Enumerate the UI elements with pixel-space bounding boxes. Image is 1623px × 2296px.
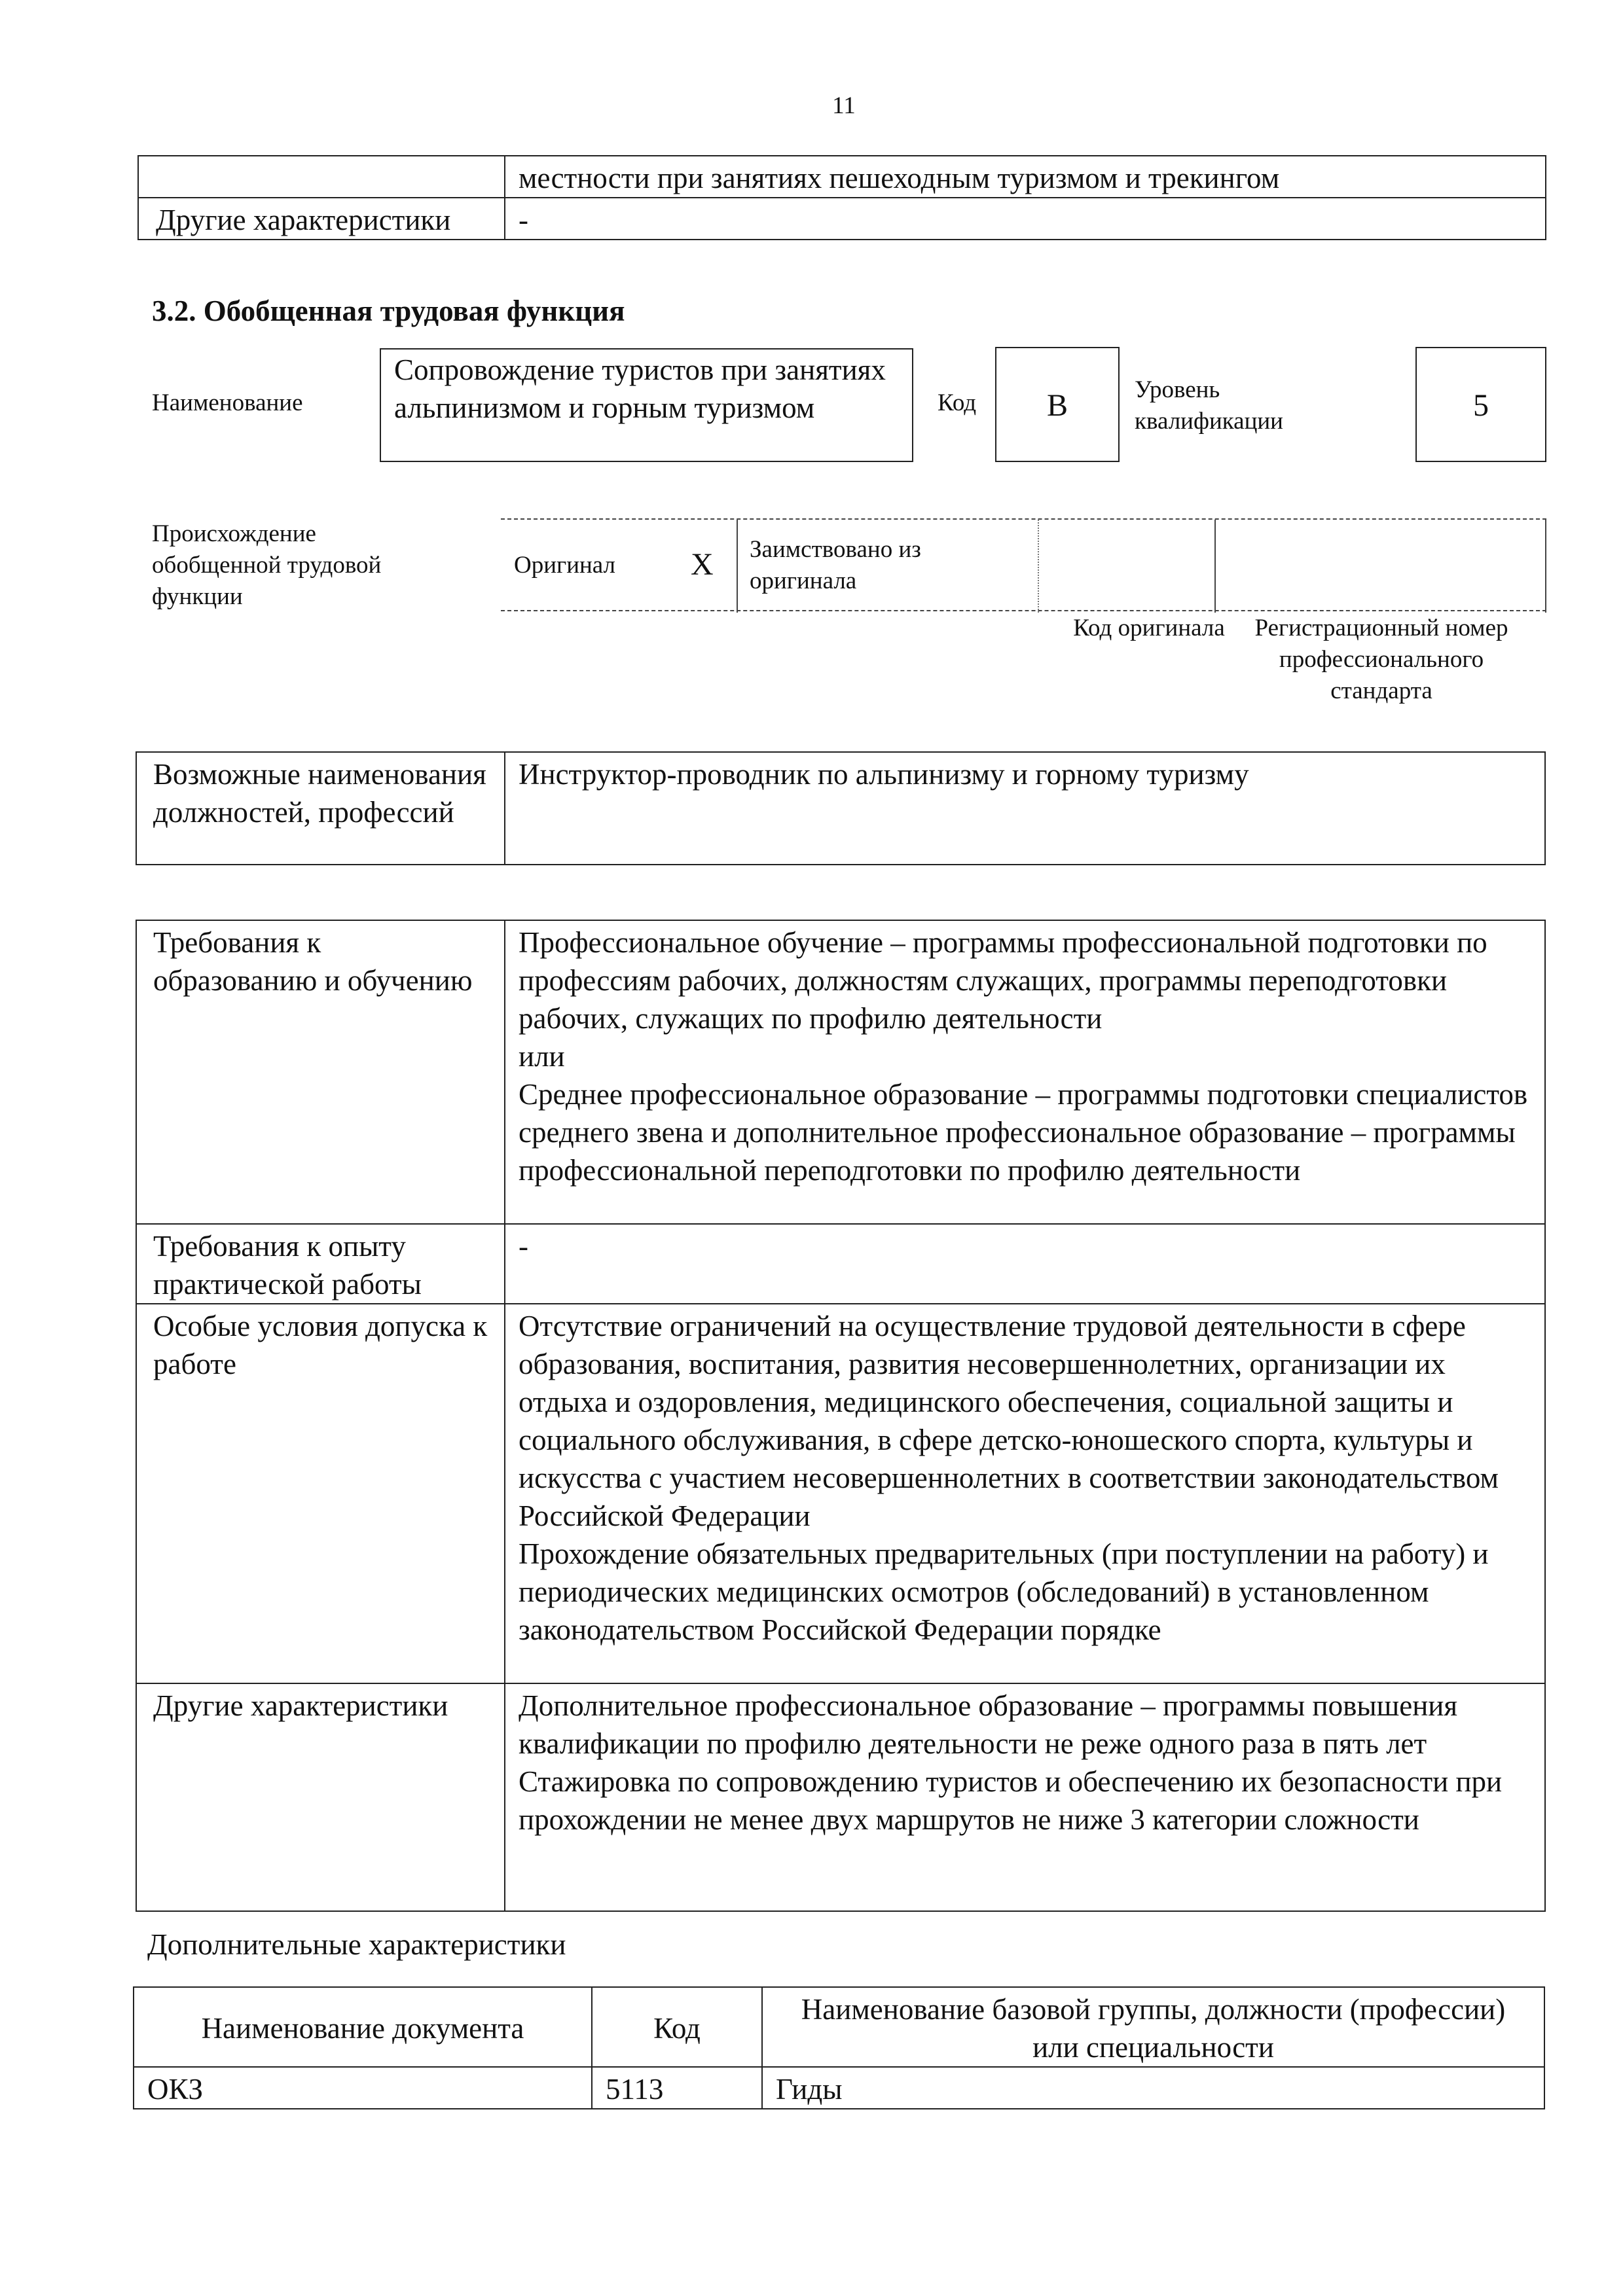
other-characteristics-label: Другие характеристики [138,198,505,240]
column-header: Код [592,1987,762,2067]
name-value-box [380,348,913,462]
positions-value: Инструктор-проводник по альпинизму и горному туризму [505,752,1545,865]
qualification-level-label: Уровень квалификации [1135,376,1283,435]
origin-table [501,518,1546,611]
code-label: Код [938,389,977,416]
top-continuation-table [137,155,1546,240]
requirement-label: Требования к образованию и обучению [136,920,505,1224]
code-value: B [1046,388,1068,423]
requirement-value: Отсутствие ограничений на осуществление трудовой деятельности в сфере образования, воспитания, развития несовершеннолетних, организации их отдыха и оздоровления, медицинского обеспечения, социальной защиты и социального обслуживания, в сфере детско-юношеского спорта, культуры и искусства с участием несовершеннолетних в соответствии законодательством Российской Федерации Прохождение обязательных предварительных (при поступлении на работу) и периодических медицинских осмотров (обследований) в установленном законодательством Российской Федерации порядке [505,1304,1545,1683]
original-code-caption: Код оригинала [1073,615,1225,641]
registration-number-caption: Регистрационный номер профессионального стандарта [1254,615,1508,704]
table-header-row [134,1987,1544,2067]
section-title: 3.2. Обобщенная трудовая функция [152,295,625,327]
positions-table [136,751,1546,865]
positions-label: Возможные наименования должностей, профессий [136,752,505,865]
table-row [136,1304,1545,1683]
empty-cell [138,156,505,198]
original-mark: X [691,547,714,582]
page-number: 11 [832,92,856,119]
requirement-value: - [505,1224,1545,1304]
additional-characteristics-table [133,1986,1545,2109]
table-row [134,2067,1544,2109]
requirements-table [136,920,1546,1912]
requirement-value: Дополнительное профессиональное образование – программы повышения квалификации по профилю деятельности не реже одного раза в пять лет Стажировка по сопровождению туристов и обеспечению их безопасности при прохождении не менее двух маршрутов не ниже 3 категории сложности [505,1683,1545,1911]
table-row [136,920,1545,1224]
table-cell: ОКЗ [134,2067,592,2109]
divider [1038,520,1039,613]
requirement-label: Требования к опыту практической работы [136,1224,505,1304]
name-label: Наименование [152,389,303,416]
other-characteristics-value: - [505,198,1546,240]
divider [1214,520,1216,613]
requirement-value: Профессиональное обучение – программы профессиональной подготовки по профессиям рабочих, должностям служащих, программы переподготовки рабочих, служащих по профилю деятельности или Среднее профессиональное образование – программы подготовки специалистов среднего звена и дополнительное профессиональное образование – программы профессиональной переподготовки по профилю деятельности [505,920,1545,1224]
continuation-text: местности при занятиях пешеходным туризмом и трекингом [505,156,1546,198]
original-label: Оригинал [514,552,616,579]
qualification-level-value: 5 [1473,388,1489,423]
table-cell: 5113 [592,2067,762,2109]
origin-label: Происхождение обобщенной трудовой функции [152,520,382,610]
column-header: Наименование базовой группы, должности (профессии) или специальности [762,1987,1544,2067]
borrowed-label: Заимствовано из оригинала [750,536,921,594]
divider [1545,520,1546,613]
table-row [136,1683,1545,1911]
requirement-label: Особые условия допуска к работе [136,1304,505,1683]
code-value-box [995,347,1120,462]
additional-characteristics-title: Дополнительные характеристики [147,1928,566,1961]
qualification-level-box [1415,347,1546,462]
table-row [136,1224,1545,1304]
name-value: Сопровождение туристов при занятиях альпинизмом и горным туризмом [394,353,886,424]
divider [737,520,738,613]
column-header: Наименование документа [134,1987,592,2067]
table-cell: Гиды [762,2067,1544,2109]
requirement-label: Другие характеристики [136,1683,505,1911]
